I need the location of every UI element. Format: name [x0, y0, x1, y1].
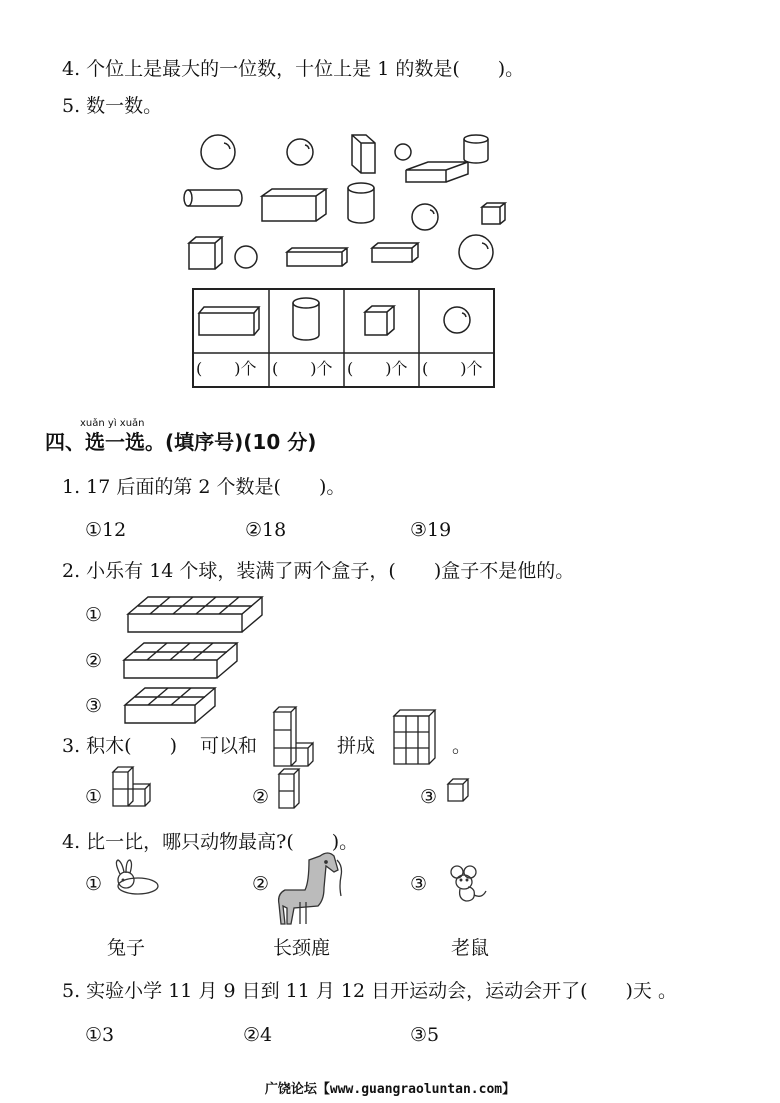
animal-label-rabbit: 兔子: [107, 937, 146, 959]
count-cell-cube[interactable]: ( )个: [347, 359, 408, 378]
s3-marker-3[interactable]: ③: [420, 786, 438, 808]
s2-question: 2. 小乐有 14 个球，装满了两个盒子，( )盒子不是他的。: [62, 560, 575, 582]
s1-question: 1. 17 后面的第 2 个数是( )。: [62, 476, 346, 498]
question-4: 4. 个位上是最大的一位数，十位上是 1 的数是( )。: [62, 58, 525, 80]
animal-label-mouse: 老鼠: [451, 937, 490, 959]
rabbit-icon: [116, 860, 158, 894]
s1-option-2[interactable]: ②18: [245, 519, 287, 541]
giraffe-icon: [279, 853, 342, 924]
s4-marker-1[interactable]: ①: [85, 873, 103, 895]
question-5: 5. 数一数。: [62, 95, 163, 117]
s4-marker-3[interactable]: ③: [410, 873, 428, 895]
s5-question: 5. 实验小学 11 月 9 日到 11 月 12 日开运动会，运动会开了( )天 。: [62, 980, 677, 1002]
count-cell-sphere[interactable]: ( )个: [422, 359, 483, 378]
s5-option-1[interactable]: ①3: [85, 1024, 115, 1046]
s3-marker-1[interactable]: ①: [85, 786, 103, 808]
s5-option-2[interactable]: ②4: [243, 1024, 273, 1046]
section-title: 四、选一选。(填序号)(10 分): [45, 430, 317, 454]
s5-option-3[interactable]: ③5: [410, 1024, 440, 1046]
count-cell-cylinder[interactable]: ( )个: [272, 359, 333, 378]
s3-end: 。: [452, 735, 472, 757]
section-pinyin: xuǎn yì xuǎn: [80, 418, 145, 429]
mouse-icon: [451, 866, 486, 901]
count-cell-cuboid[interactable]: ( )个: [196, 359, 257, 378]
s2-marker-2[interactable]: ②: [85, 650, 103, 672]
s4-question: 4. 比一比，哪只动物最高?( )。: [62, 831, 359, 853]
s1-option-3[interactable]: ③19: [410, 519, 452, 541]
s4-marker-2[interactable]: ②: [252, 873, 270, 895]
s3-prefix: 3. 积木( ): [62, 735, 177, 757]
footer-watermark: 广饶论坛【www.guangraoluntan.com】: [264, 1082, 516, 1097]
s1-option-1[interactable]: ①12: [85, 519, 127, 541]
s3-middle: 可以和: [200, 735, 258, 757]
s2-marker-3[interactable]: ③: [85, 695, 103, 717]
s3-suffix: 拼成: [337, 735, 376, 757]
animal-label-giraffe: 长颈鹿: [273, 937, 331, 959]
s3-marker-2[interactable]: ②: [252, 786, 270, 808]
s2-marker-1[interactable]: ①: [85, 604, 103, 626]
